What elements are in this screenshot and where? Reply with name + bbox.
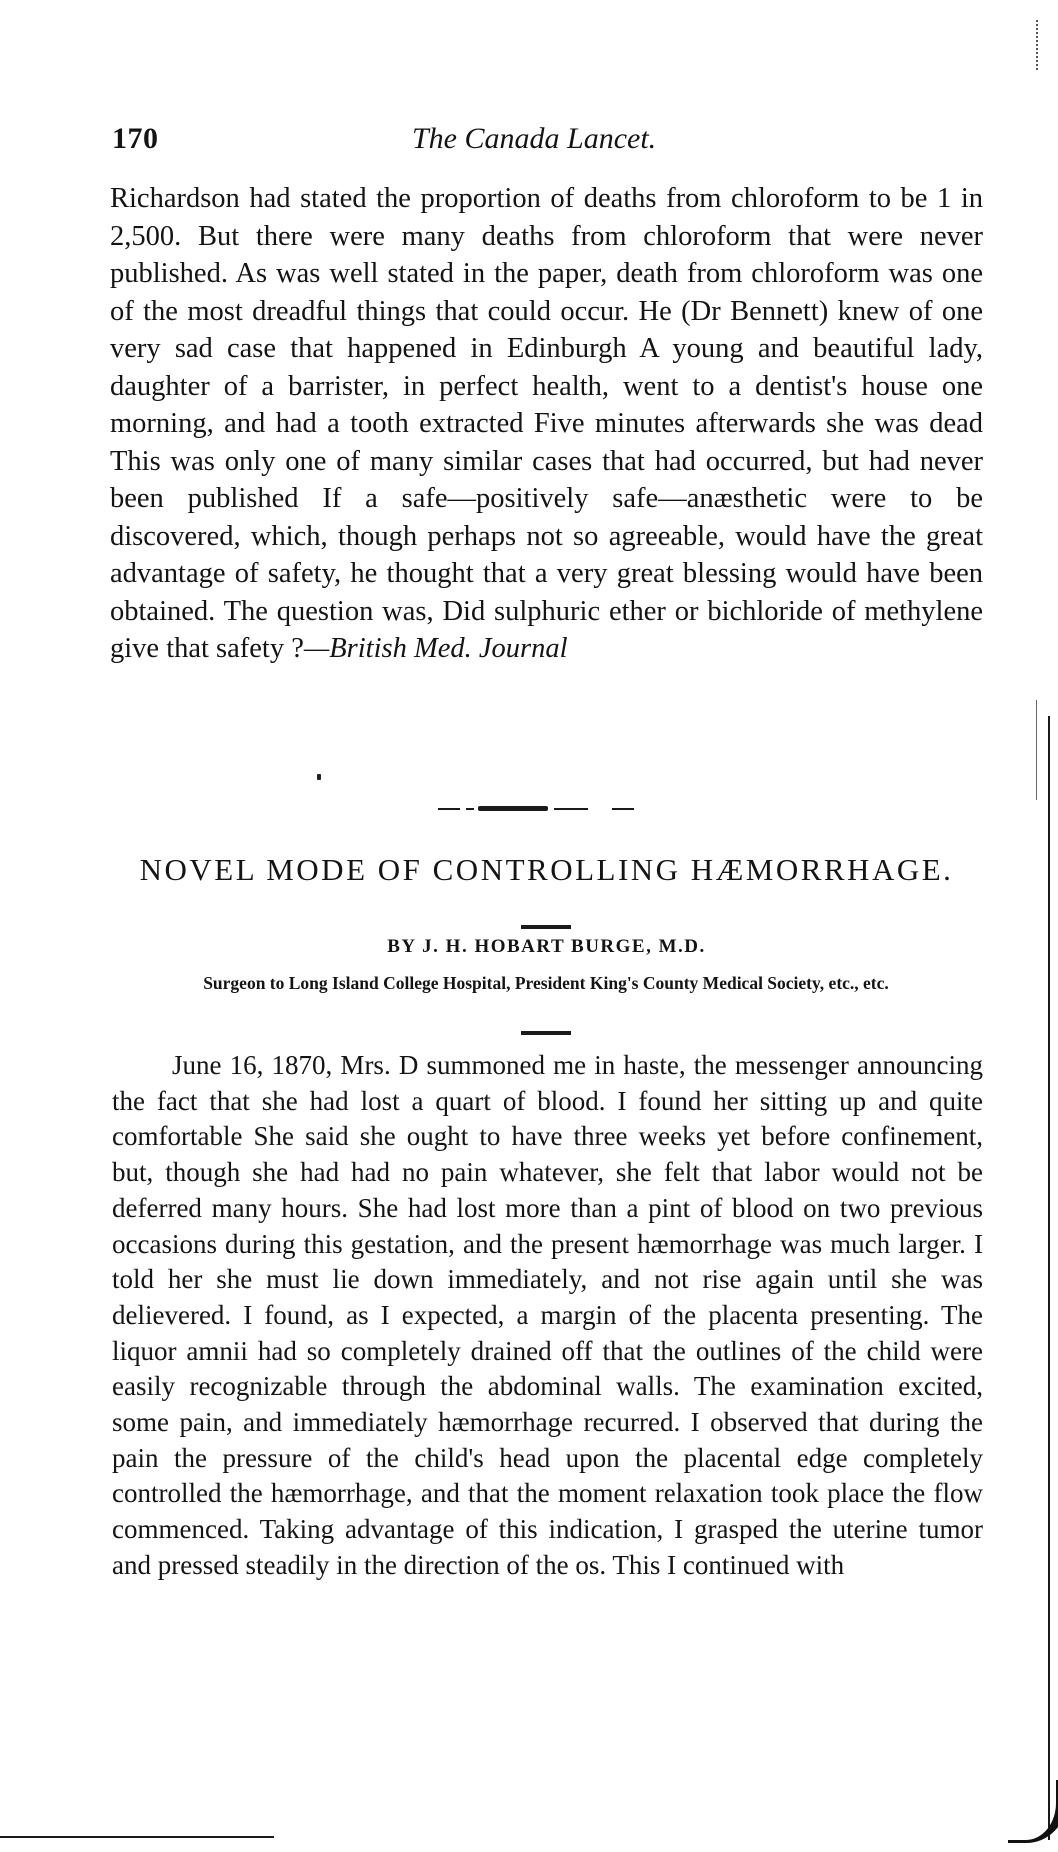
page-header bbox=[112, 122, 982, 162]
title-rule bbox=[521, 925, 571, 929]
section-divider bbox=[438, 804, 642, 814]
author-affiliation: Surgeon to Long Island College Hospital, President King's County Medical Society, etc., etc. bbox=[203, 973, 889, 993]
ink-speck bbox=[317, 774, 321, 780]
scan-edge-line bbox=[1036, 700, 1037, 800]
continued-text: Richardson had stated the proportion of deaths from chloroform to be 1 in 2,500. But there were many deaths from chloroform that were never published. As was well stated in the paper, death from chloroform was one of the most dreadful things that could occur. He (Dr Bennett) knew of one very sad case that happened in Edinburgh A young and beautiful lady, daughter of a barrister, in perfect health, went to a dentist's house one morning, and had a tooth extracted Five minutes afterwards she was dead This was only one of many similar cases that had occurred, but had never been published If a safe—positively safe—anæsthetic were to be discovered, which, though perhaps not so agreeable, would have the great advantage of safety, he thought that a very great blessing would have been obtained. The question was, Did sulphuric ether or bichloride of methylene give that safety ? bbox=[110, 183, 983, 664]
page-edge-right bbox=[1048, 716, 1056, 1840]
source-citation: —British Med. Journal bbox=[303, 633, 568, 664]
article-title: NOVEL MODE OF CONTROLLING HÆMORRHAGE. bbox=[139, 852, 954, 887]
scan-edge-marks bbox=[1036, 20, 1042, 70]
byline-rule bbox=[521, 1031, 571, 1035]
page-number: 170 bbox=[112, 122, 159, 155]
page-edge-curl bbox=[1008, 1780, 1058, 1843]
continued-paragraph bbox=[110, 180, 983, 668]
page-edge-bottom bbox=[0, 1836, 274, 1838]
running-title: The Canada Lancet. bbox=[412, 122, 657, 155]
author-byline: BY J. H. HOBART BURGE, M.D. bbox=[387, 936, 706, 957]
article-body: June 16, 1870, Mrs. D summoned me in haste, the messenger announcing the fact that she had lost a quart of blood. I found her sitting up and quite comfortable She said she ought to have three weeks yet before confinement, but, though she had had no pain whatever, she felt that labor would not be deferred many hours. She had lost more than a pint of blood on two previous occasions during this gestation, and the present hæmorrhage was much larger. I told her she must lie down immediately, and not rise again until she was delievered. I found, as I expected, a margin of the placenta presenting. The liquor amnii had so completely drained off that the outlines of the child were easily recognizable through the abdominal walls. The examination excited, some pain, and immediately hæmorrhage recurred. I observed that during the pain the pressure of the child's head upon the placental edge completely controlled the hæmorrhage, and that the moment relaxation took place the flow commenced. Taking advantage of this indication, I grasped the uterine tumor and pressed steadily in the direction of the os. This I continued with bbox=[112, 1050, 983, 1580]
